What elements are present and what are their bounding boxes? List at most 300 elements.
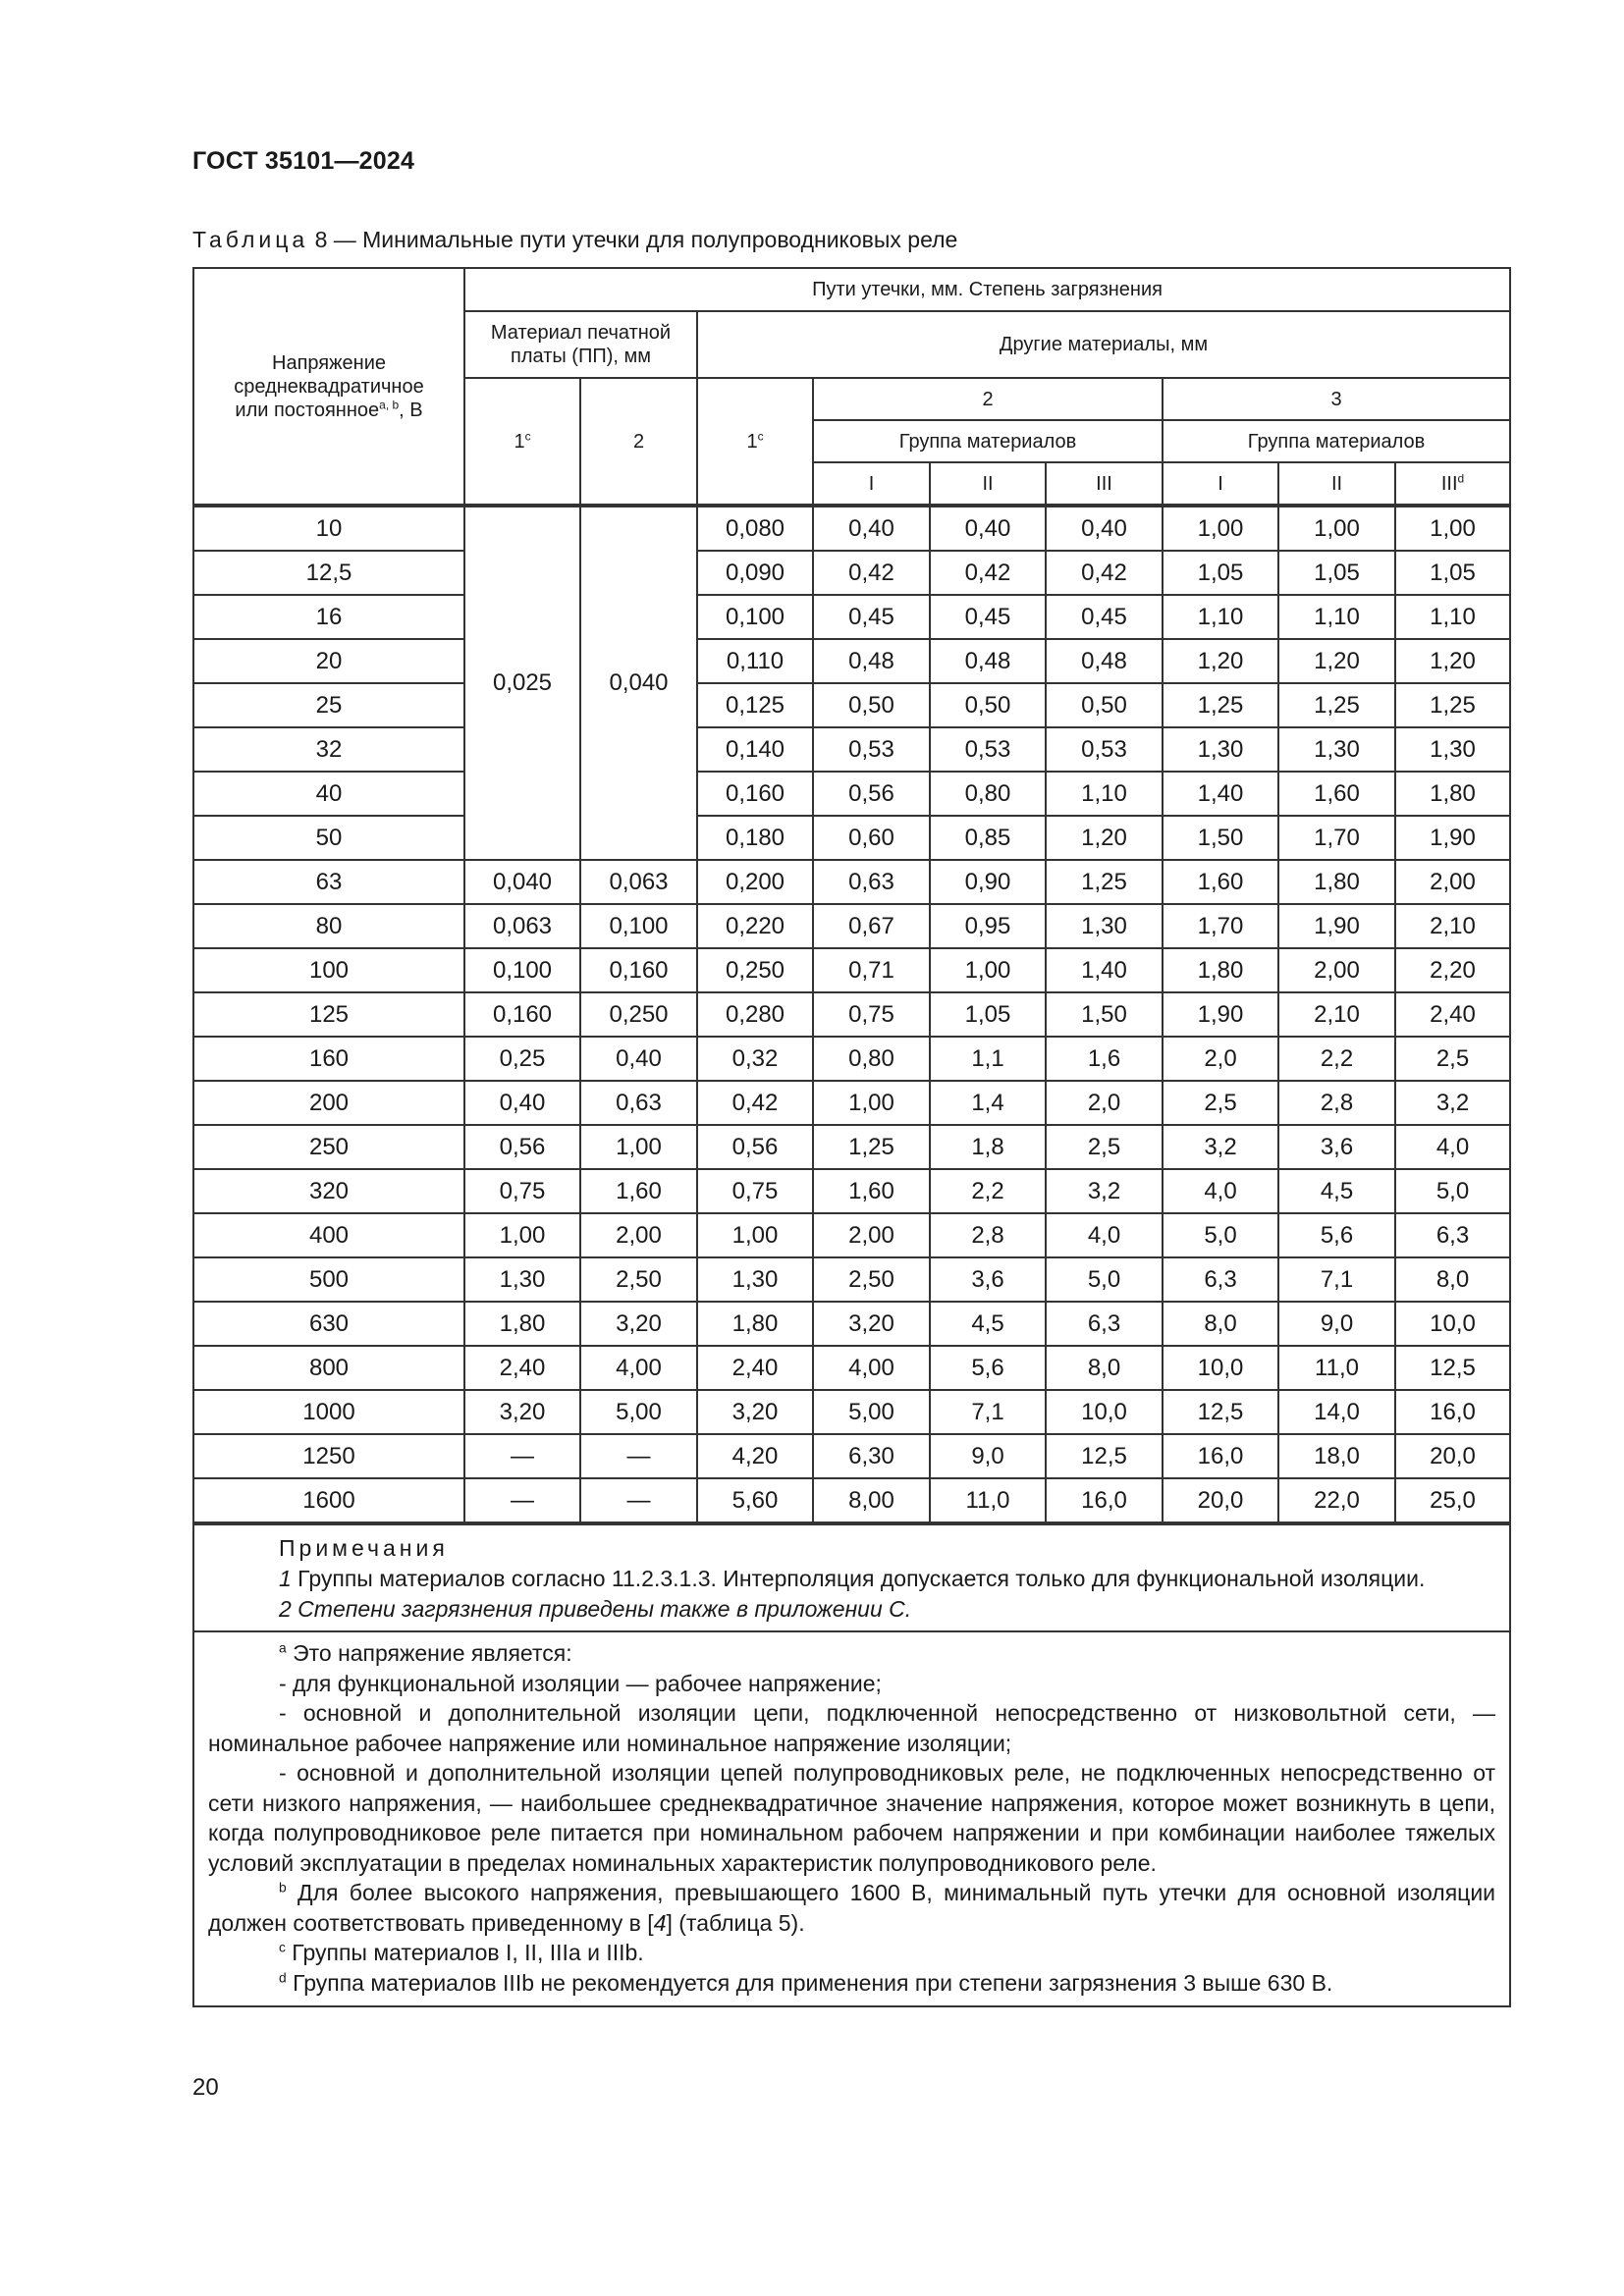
table-cell: 1,00 [930,948,1046,992]
table-cell: — [464,1478,580,1523]
table-cell: 7,1 [930,1390,1046,1434]
table-cell: 0,56 [813,772,930,816]
table-cell: 4,0 [1395,1125,1510,1169]
notes-title: Примечания [279,1535,449,1561]
header-pcb-degree-1-mark: c [524,428,531,443]
table-cell: 4,20 [697,1434,813,1478]
table-row [193,1390,1510,1434]
table-cell: 0,48 [1046,639,1163,683]
table-cell: 0,67 [813,904,930,948]
header-voltage [193,268,464,506]
header-pcb-line2: платы (ПП), мм [511,346,651,367]
table-cell: 0,250 [580,992,697,1037]
table-cell: 4,00 [813,1346,930,1390]
table-cell: 0,56 [464,1125,580,1169]
table-caption [192,227,957,253]
table-cell: 2,5 [1046,1125,1163,1169]
table-cell: 0,42 [813,551,930,595]
header-deg2-group-II: II [930,462,1046,506]
note-2: 2 Степени загрязнения приведены также в приложении С. [279,1596,912,1622]
table-cell: 1,50 [1163,816,1278,860]
creepage-table-container [192,267,1509,2007]
table-cell: 1,00 [464,1213,580,1257]
header-deg2-group-III: III [1046,462,1163,506]
table-cell: 3,20 [813,1302,930,1346]
table-cell: 4,00 [580,1346,697,1390]
footnote-b-text-2: ] (таблица 5). [666,1909,805,1936]
header-deg3-group-I: I [1163,462,1278,506]
header-other-degree-3: 3 [1163,378,1510,420]
table-cell: 0,95 [930,904,1046,948]
footnote-b [208,1878,1495,1938]
table-row [193,948,1510,992]
table-cell: 6,30 [813,1434,930,1478]
table-cell: 0,080 [697,506,813,551]
note-1-text: Группы материалов согласно 11.2.3.1.3. Интерполяция допускается только для функциональной изоляции. [291,1566,1426,1591]
table-cell: 2,0 [1046,1081,1163,1125]
table-cell: 10,0 [1163,1346,1278,1390]
table-cell: 0,40 [1046,506,1163,551]
table-cell: 0,25 [464,1037,580,1081]
table-cell: 3,6 [1278,1125,1395,1169]
table-caption-title: 8 — Минимальные пути утечки для полупроводниковых реле [308,227,958,252]
header-other-degree-2: 2 [813,378,1163,420]
cell-voltage: 80 [193,904,464,948]
table-cell: 1,25 [1395,683,1510,727]
table-cell: 0,63 [813,860,930,904]
table-cell: 1,10 [1163,595,1278,639]
table-row [193,506,1510,551]
table-cell: 0,063 [580,860,697,904]
table-cell: 4,5 [930,1302,1046,1346]
header-voltage-unit: , В [399,399,423,421]
table-cell: 1,10 [1395,595,1510,639]
header-deg3-group-III-mark: d [1457,470,1465,485]
table-cell: 2,20 [1395,948,1510,992]
table-cell: 1,30 [1395,727,1510,772]
table-row [193,1302,1510,1346]
table-cell: 0,100 [580,904,697,948]
table-cell: 0,50 [813,683,930,727]
table-cell: 2,00 [813,1213,930,1257]
table-cell: 2,50 [580,1257,697,1302]
table-cell: 0,42 [697,1081,813,1125]
cell-voltage: 500 [193,1257,464,1302]
table-cell: 0,71 [813,948,930,992]
cell-voltage: 12,5 [193,551,464,595]
header-pcb-degree-1-label: 1 [514,430,525,453]
table-body [193,506,1510,1523]
cell-voltage: 63 [193,860,464,904]
table-caption-word: Таблица [192,227,309,252]
table-cell: 2,50 [813,1257,930,1302]
footnote-b-reference: 4 [653,1909,667,1936]
table-cell: 1,90 [1395,816,1510,860]
table-cell: 2,00 [1278,948,1395,992]
table-cell: 0,250 [697,948,813,992]
cell-voltage: 1600 [193,1478,464,1523]
table-cell: 5,0 [1163,1213,1278,1257]
cell-voltage: 1000 [193,1390,464,1434]
table-cell: 6,3 [1395,1213,1510,1257]
footnote-a-mark: a [279,1640,287,1656]
table-cell: 10,0 [1046,1390,1163,1434]
footnote-a-item-2: - основной и дополнительной изоляции цепи, подключенной непосредственно от низковольтной сети, — номинальное рабочее напряжение или номинальное напряжение изоляции; [208,1700,1496,1756]
cell-voltage: 200 [193,1081,464,1125]
cell-voltage: 400 [193,1213,464,1257]
table-cell: 0,48 [813,639,930,683]
table-cell: 1,8 [930,1125,1046,1169]
table-cell: 3,20 [580,1302,697,1346]
table-cell: 3,2 [1395,1081,1510,1125]
cell-voltage: 160 [193,1037,464,1081]
table-cell: 9,0 [1278,1302,1395,1346]
footnote-a-text: Это напряжение является: [286,1640,572,1666]
table-row [193,595,1510,639]
table-cell: 1,25 [813,1125,930,1169]
table-cell: 2,40 [697,1346,813,1390]
header-deg3-group-III-label: III [1440,472,1458,495]
table-cell: 0,090 [697,551,813,595]
table-cell: 20,0 [1163,1478,1278,1523]
table-cell: 1,30 [697,1257,813,1302]
table-cell: 3,20 [464,1390,580,1434]
table-row [193,1434,1510,1478]
table-cell: 1,00 [1163,506,1278,551]
table-cell: 11,0 [930,1478,1046,1523]
table-cell: 0,125 [697,683,813,727]
table-cell: 0,160 [464,992,580,1037]
table-cell: 0,100 [464,948,580,992]
header-pcb-degree-1 [464,378,580,506]
table-notes-body [193,1523,1510,2006]
table-cell: 1,10 [1278,595,1395,639]
note-1 [208,1564,1495,1594]
table-cell: 22,0 [1278,1478,1395,1523]
table-row [193,1169,1510,1213]
header-other-degree-1 [697,378,813,506]
table-cell: 2,40 [1395,992,1510,1037]
table-cell: 0,40 [464,1081,580,1125]
table-cell: 0,110 [697,639,813,683]
table-row [193,1037,1510,1081]
table-cell: 2,10 [1395,904,1510,948]
header-creepage-paths: Пути утечки, мм. Степень загрязнения [464,268,1510,311]
table-cell: 3,2 [1163,1125,1278,1169]
cell-voltage: 320 [193,1169,464,1213]
table-row [193,1478,1510,1523]
table-cell: 5,00 [580,1390,697,1434]
cell-voltage: 1250 [193,1434,464,1478]
cell-voltage: 32 [193,727,464,772]
table-row [193,551,1510,595]
header-pcb-degree-2: 2 [580,378,697,506]
table-cell: 1,00 [1278,506,1395,551]
table-cell: 0,45 [813,595,930,639]
cell-voltage: 125 [193,992,464,1037]
table-cell: 1,70 [1163,904,1278,948]
table-cell: 1,20 [1395,639,1510,683]
footnote-d-text: Группа материалов IIIb не рекомендуется для применения при степени загрязнения 3 выше 630 В. [286,1969,1333,1996]
table-cell: 0,90 [930,860,1046,904]
footnote-d-mark: d [279,1969,287,1985]
table-cell: 16,0 [1395,1390,1510,1434]
cell-voltage: 50 [193,816,464,860]
table-cell: 16,0 [1046,1478,1163,1523]
table-cell: 0,50 [930,683,1046,727]
table-cell: 0,60 [813,816,930,860]
table-row [193,992,1510,1037]
table-cell: 6,3 [1163,1257,1278,1302]
header-voltage-line3: или постоянное [235,399,380,421]
table-cell: 0,220 [697,904,813,948]
table-cell: 6,3 [1046,1302,1163,1346]
table-row [193,683,1510,727]
table-cell: 0,200 [697,860,813,904]
table-cell: 1,80 [1395,772,1510,816]
table-cell: 1,20 [1163,639,1278,683]
table-cell: 0,80 [813,1037,930,1081]
table-cell: — [580,1478,697,1523]
cell-voltage: 20 [193,639,464,683]
table-cell: 1,05 [1163,551,1278,595]
creepage-table [192,267,1511,2007]
table-row [193,772,1510,816]
table-cell: 1,25 [1278,683,1395,727]
table-cell: 9,0 [930,1434,1046,1478]
table-cell: 0,140 [697,727,813,772]
table-row [193,1213,1510,1257]
table-cell: 1,25 [1046,860,1163,904]
table-cell: 0,63 [580,1081,697,1125]
footnote-a-item-1: - для функциональной изоляции — рабочее напряжение; [279,1670,882,1696]
table-cell: 4,0 [1163,1169,1278,1213]
table-cell: 2,8 [1278,1081,1395,1125]
table-cell: 0,53 [1046,727,1163,772]
table-cell: 5,0 [1046,1257,1163,1302]
table-cell: 2,40 [464,1346,580,1390]
footnote-c [208,1938,1495,1968]
table-row [193,1257,1510,1302]
table-cell: 1,6 [1046,1037,1163,1081]
table-cell: 1,50 [1046,992,1163,1037]
table-cell: 1,90 [1278,904,1395,948]
table-cell: 1,60 [1278,772,1395,816]
table-row [193,727,1510,772]
document-header: ГОСТ 35101—2024 [192,147,415,175]
table-cell: 11,0 [1278,1346,1395,1390]
table-cell: 0,50 [1046,683,1163,727]
footnote-b-text-1: Для более высокого напряжения, превышающего 1600 В, минимальный путь утечки для основной изоляции должен соответствовать приведенному в [ [208,1880,1496,1936]
table-cell: 0,100 [697,595,813,639]
table-row [193,1081,1510,1125]
table-cell: 0,75 [464,1169,580,1213]
table-cell: 1,1 [930,1037,1046,1081]
table-cell: 0,280 [697,992,813,1037]
table-cell: 1,80 [697,1302,813,1346]
header-deg2-group-I: I [813,462,930,506]
cell-voltage: 250 [193,1125,464,1169]
table-cell: 1,30 [464,1257,580,1302]
table-cell: 1,25 [1163,683,1278,727]
cell-pcb-degree-2-merged: 0,040 [580,506,697,860]
table-cell: 1,30 [1046,904,1163,948]
table-cell: 3,6 [930,1257,1046,1302]
table-row [193,860,1510,904]
table-cell: 12,5 [1163,1390,1278,1434]
table-cell: 2,00 [580,1213,697,1257]
table-cell: 0,40 [813,506,930,551]
cell-voltage: 10 [193,506,464,551]
header-material-group-deg2: Группа материалов [813,420,1163,462]
table-cell: 0,040 [464,860,580,904]
table-cell: 0,160 [697,772,813,816]
table-row [193,639,1510,683]
cell-pcb-degree-1-merged: 0,025 [464,506,580,860]
table-cell: 0,48 [930,639,1046,683]
footnote-b-mark: b [279,1880,287,1896]
table-cell: 2,2 [930,1169,1046,1213]
table-cell: 8,0 [1163,1302,1278,1346]
table-cell: 1,90 [1163,992,1278,1037]
table-cell: 2,00 [1395,860,1510,904]
table-cell: 1,10 [1046,772,1163,816]
table-cell: 1,4 [930,1081,1046,1125]
header-material-group-deg3: Группа материалов [1163,420,1510,462]
table-cell: 1,00 [697,1213,813,1257]
table-cell: 20,0 [1395,1434,1510,1478]
table-cell: 2,2 [1278,1037,1395,1081]
table-cell: 0,75 [697,1169,813,1213]
cell-voltage: 800 [193,1346,464,1390]
table-cell: 18,0 [1278,1434,1395,1478]
table-cell: 5,00 [813,1390,930,1434]
table-row [193,904,1510,948]
header-other-degree-1-mark: c [757,428,764,443]
table-cell: 1,05 [930,992,1046,1037]
table-cell: 1,30 [1163,727,1278,772]
table-cell: 4,0 [1046,1213,1163,1257]
table-cell: 1,80 [1278,860,1395,904]
table-cell: 0,45 [1046,595,1163,639]
table-cell: 1,20 [1278,639,1395,683]
table-cell: 5,60 [697,1478,813,1523]
cell-voltage: 630 [193,1302,464,1346]
table-cell: 12,5 [1046,1434,1163,1478]
table-cell: 1,30 [1278,727,1395,772]
table-cell: 1,80 [464,1302,580,1346]
table-cell: 4,5 [1278,1169,1395,1213]
table-cell: 3,20 [697,1390,813,1434]
header-other-materials: Другие материалы, мм [697,311,1510,378]
footnotes-block [193,1631,1510,2006]
table-cell: 5,6 [1278,1213,1395,1257]
table-cell: 1,05 [1395,551,1510,595]
table-cell: 0,160 [580,948,697,992]
table-cell: 25,0 [1395,1478,1510,1523]
table-cell: 0,180 [697,816,813,860]
header-voltage-footnote-mark: a, b [379,397,400,411]
header-voltage-line2: среднеквадратичное [234,375,424,398]
footnote-d [208,1968,1495,1999]
table-cell: 0,42 [1046,551,1163,595]
table-cell: 0,45 [930,595,1046,639]
header-voltage-line1: Напряжение [272,351,386,374]
table-cell: 2,5 [1163,1081,1278,1125]
table-cell: 0,063 [464,904,580,948]
table-header [193,268,1510,506]
table-cell: 14,0 [1278,1390,1395,1434]
table-cell: — [580,1434,697,1478]
table-cell: 2,10 [1278,992,1395,1037]
footnote-a-item-3: - основной и дополнительной изоляции цепей полупроводниковых реле, не подключенных непосредственно от сети низкого напряжения, — наибольшее среднеквадратичное значение напряжения, которое может возникнуть в цепи, когда полупроводниковое реле питается при номинальном рабочем напряжении и при комбинации наиболее тяжелых условий эксплуатации в пределах номинальных характеристик полупроводникового реле. [208,1760,1496,1876]
footnote-c-mark: c [279,1940,286,1955]
table-cell: — [464,1434,580,1478]
table-cell: 0,53 [813,727,930,772]
header-pcb-line1: Материал печатной [490,322,672,344]
header-deg3-group-II: II [1278,462,1395,506]
footnote-a [208,1638,1495,1669]
page-number: 20 [192,2074,219,2101]
table-cell: 0,85 [930,816,1046,860]
table-cell: 1,70 [1278,816,1395,860]
table-cell: 5,0 [1395,1169,1510,1213]
table-cell: 1,05 [1278,551,1395,595]
table-cell: 5,6 [930,1346,1046,1390]
table-cell: 12,5 [1395,1346,1510,1390]
table-cell: 1,60 [813,1169,930,1213]
table-cell: 2,5 [1395,1037,1510,1081]
cell-voltage: 40 [193,772,464,816]
table-cell: 8,00 [813,1478,930,1523]
table-cell: 7,1 [1278,1257,1395,1302]
table-cell: 2,0 [1163,1037,1278,1081]
cell-voltage: 16 [193,595,464,639]
header-pcb-material [464,311,697,378]
table-cell: 8,0 [1395,1257,1510,1302]
table-cell: 0,56 [697,1125,813,1169]
table-cell: 1,00 [813,1081,930,1125]
cell-voltage: 25 [193,683,464,727]
note-1-number: 1 [279,1566,292,1591]
table-cell: 10,0 [1395,1302,1510,1346]
table-cell: 0,42 [930,551,1046,595]
table-cell: 8,0 [1046,1346,1163,1390]
table-cell: 1,60 [580,1169,697,1213]
table-cell: 0,40 [930,506,1046,551]
table-cell: 1,00 [580,1125,697,1169]
table-cell: 1,60 [1163,860,1278,904]
table-cell: 0,32 [697,1037,813,1081]
table-cell: 1,80 [1163,948,1278,992]
table-row [193,1346,1510,1390]
table-row [193,816,1510,860]
table-cell: 16,0 [1163,1434,1278,1478]
table-cell: 1,40 [1046,948,1163,992]
table-cell: 1,40 [1163,772,1278,816]
footnote-c-text: Группы материалов I, II, IIIa и IIIb. [285,1940,644,1965]
cell-voltage: 100 [193,948,464,992]
header-other-degree-1-label: 1 [746,430,758,453]
table-cell: 0,75 [813,992,930,1037]
table-row [193,1125,1510,1169]
table-cell: 0,80 [930,772,1046,816]
table-cell: 1,20 [1046,816,1163,860]
table-cell: 0,53 [930,727,1046,772]
header-deg3-group-III [1395,462,1510,506]
table-cell: 0,40 [580,1037,697,1081]
table-cell: 1,00 [1395,506,1510,551]
